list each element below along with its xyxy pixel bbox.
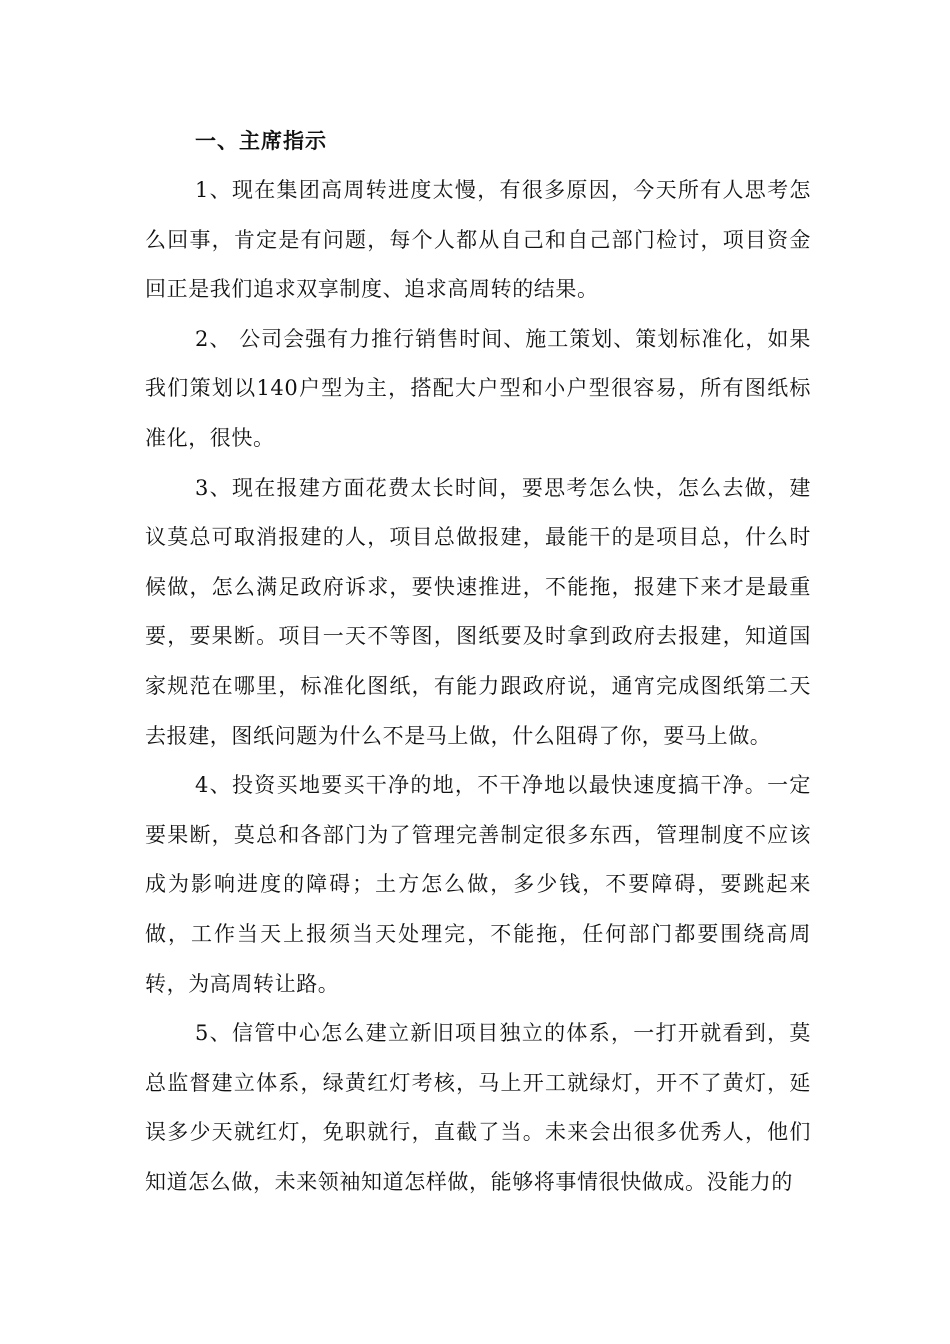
paragraph-1: 1、现在集团高周转进度太慢，有很多原因，今天所有人思考怎么回事，肯定是有问题，每个人都从自己和自己部门检讨，项目资金回正是我们追求双享制度、追求高周转的结果。 [145,178,811,302]
section-heading: 一、主席指示 [195,129,327,153]
document-body [145,116,811,1207]
paragraph-3: 3、现在报建方面花费太长时间，要思考怎么快，怎么去做，建议莫总可取消报建的人，项目总做报建，最能干的是项目总，什么时候做，怎么满足政府诉求，要快速推进，不能拖，报建下来才是最重要，要果断。项目一天不等图，图纸要及时拿到政府去报建，知道国家规范在哪里，标准化图纸，有能力跟政府说，通宵完成图纸第二天去报建，图纸问题为什么不是马上做，什么阻碍了你，要马上做。 [145,475,811,748]
paragraph-5: 5、信管中心怎么建立新旧项目独立的体系，一打开就看到，莫总监督建立体系，绿黄红灯考核，马上开工就绿灯，开不了黄灯，延误多少天就红灯，免职就行，直截了当。未来会出很多优秀人，他们知道怎么做，未来领袖知道怎样做，能够将事情很快做成。没能力的 [145,1021,811,1194]
paragraph-2: 2、 公司会强有力推行销售时间、施工策划、策划标准化，如果我们策划以140户型为主，搭配大户型和小户型很容易，所有图纸标准化，很快。 [145,326,811,450]
paragraph-4: 4、投资买地要买干净的地，不干净地以最快速度搞干净。一定要果断，莫总和各部门为了管理完善制定很多东西，管理制度不应该成为影响进度的障碍；土方怎么做，多少钱，不要障碍，要跳起来做，工作当天上报须当天处理完，不能拖，任何部门都要围绕高周转，为高周转让路。 [145,773,811,996]
